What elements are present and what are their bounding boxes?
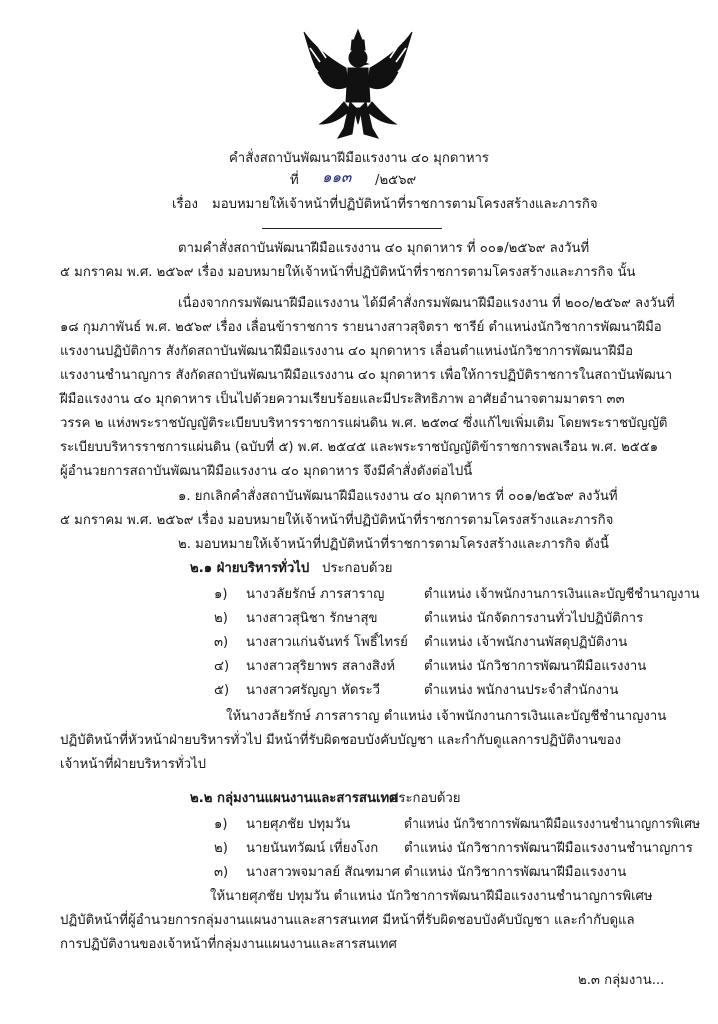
section22-duty-line-2: ปฏิบัติหน้าที่ผู้อำนวยการกลุ่มงานแผนงานและสารสนเทศ มีหน้าที่รับผิดชอบบังคับบัญชา และกำกับดูแล (60, 913, 635, 928)
section21-duty-line-3: เจ้าหน้าที่ฝ่ายบริหารทั่วไป (60, 757, 207, 772)
section21-member-position: ตำแหน่ง เจ้าพนักงานพัสดุปฏิบัติงาน (424, 635, 628, 650)
section21-member-no: ๕) (214, 683, 230, 698)
section21-member-position: ตำแหน่ง นักจัดการงานทั่วไปปฏิบัติการ (424, 611, 644, 626)
header-divider (262, 228, 442, 229)
section22-member-position: ตำแหน่ง นักวิชาการพัฒนาฝีมือแรงงานชำนาญการ (404, 841, 693, 856)
section22-suffix: ประกอบด้วย (390, 791, 461, 806)
reason-line-4: แรงงานชำนาญการ สังกัดสถาบันพัฒนาฝีมือแรงงาน ๔๐ มุกดาหาร เพื่อให้การปฏิบัติราชการในสถาบันพัฒนา (60, 368, 673, 383)
section21-heading: ๒.๑ ฝ่ายบริหารทั่วไป (190, 561, 310, 576)
section21-member-no: ๒) (214, 611, 228, 626)
section21-member-position: ตำแหน่ง เจ้าพนักงานการเงินและบัญชีชำนาญงาน (424, 587, 700, 602)
reason-line-3: แรงงานปฏิบัติการ สังกัดสถาบันพัฒนาฝีมือแรงงาน ๔๐ มุกดาหาร เลื่อนตำแหน่งนักวิชาการพัฒนาฝีมือ (60, 344, 633, 359)
section21-member-no: ๓) (214, 635, 229, 650)
reason-line-6: วรรค ๒ แห่งพระราชบัญญัติระเบียบบริหารราชการแผ่นดิน พ.ศ. ๒๕๓๔ ซึ่งแก้ไขเพิ่มเติม โดยพระราชบัญญัติ (60, 416, 668, 431)
section21-duty-line-2: ปฏิบัติหน้าที่หัวหน้าฝ่ายบริหารทั่วไป มีหน้าที่รับผิดชอบบังคับบัญชา และกำกับดูแลการปฏิบัติงานของ (60, 733, 622, 748)
section21-member-no: ๔) (214, 659, 230, 674)
section22-member-position: ตำแหน่ง นักวิชาการพัฒนาฝีมือแรงงาน (404, 865, 627, 880)
section21-member-name: นางสาวศรัญญา หัดระวี (246, 683, 381, 698)
reason-line-1: เนื่องจากกรมพัฒนาฝีมือแรงงาน ได้มีคำสั่งกรมพัฒนาฝีมือแรงงาน ที่ ๒๐๐/๒๕๖๙ ลงวันที่ (178, 296, 675, 311)
section21-duty-line-1: ให้นางวลัยรักษ์ ภารสาราญ ตำแหน่ง เจ้าพนักงานการเงินและบัญชีชำนาญงาน (226, 709, 667, 724)
item1-line-2: ๕ มกราคม พ.ศ. ๒๕๖๙ เรื่อง มอบหมายให้เจ้าหน้าที่ปฏิบัติหน้าที่ราชการตามโครงสร้างและภารกิจ (60, 513, 614, 528)
subject-text: มอบหมายให้เจ้าหน้าที่ปฏิบัติหน้าที่ราชการตามโครงสร้างและภารกิจ (212, 197, 598, 212)
section22-heading: ๒.๒ กลุ่มงานแผนงานและสารสนเทศ (190, 791, 398, 806)
reason-line-5: ฝีมือแรงงาน ๔๐ มุกดาหาร เป็นไปด้วยความเรียบร้อยและมีประสิทธิภาพ อาศัยอำนาจตามมาตรา ๓๓ (60, 392, 625, 407)
section22-member-name: นายศุภชัย ปทุมวัน (246, 817, 351, 832)
section21-member-name: นางสาวสุนิชา รักษาสุข (246, 611, 378, 626)
reason-line-7: ระเบียบบริหารราชการแผ่นดิน (ฉบับที่ ๕) พ.ศ. ๒๕๔๕ และพระราชบัญญัติข้าราชการพลเรือน พ.ศ. ๒๕๕๑ (60, 440, 659, 455)
section21-member-name: นางสาวแก่นจันทร์ โพธิ์ไทรย์ (246, 635, 408, 650)
section21-member-name: นางสาวสุริยาพร สลางสิงห์ (246, 659, 396, 674)
section21-member-no: ๑) (214, 587, 228, 602)
section21-member-position: ตำแหน่ง พนักงานประจำสำนักงาน (424, 683, 619, 698)
section22-duty-line-1: ให้นายศุภชัย ปทุมวัน ตำแหน่ง นักวิชาการพัฒนาฝีมือแรงงานชำนาญการพิเศษ (210, 889, 653, 904)
subject-label: เรื่อง (172, 197, 198, 212)
order-number-suffix: /๒๕๖๙ (375, 173, 417, 188)
section22-member-no: ๓) (214, 865, 229, 880)
section22-member-name: นางสาวพจมาลย์ สัณฑมาศ (246, 865, 400, 880)
intro-line-1: ตามคำสั่งสถาบันพัฒนาฝีมือแรงงาน ๔๐ มุกดาหาร ที่ ๐๐๑/๒๕๖๙ ลงวันที่ (178, 241, 590, 256)
reason-line-2: ๑๘ กุมภาพันธ์ พ.ศ. ๒๕๖๙ เรื่อง เลื่อนข้าราชการ รายนางสาวสุจิตรา ชารีย์ ตำแหน่งนักวิชาการพัฒนาฝีมือ (60, 320, 662, 335)
continuation-note: ๒.๓ กลุ่มงาน... (578, 973, 665, 988)
garuda-emblem-icon (298, 28, 418, 140)
item2-line: ๒. มอบหมายให้เจ้าหน้าที่ปฏิบัติหน้าที่ราชการตามโครงสร้างและภารกิจ ดังนี้ (178, 537, 609, 552)
order-number-handwritten: ๑๑๓ (322, 168, 352, 186)
section22-duty-line-3: การปฏิบัติงานของเจ้าหน้าที่กลุ่มงานแผนงานและสารสนเทศ (60, 937, 397, 952)
section21-member-position: ตำแหน่ง นักวิชาการพัฒนาฝีมือแรงงาน (424, 659, 647, 674)
intro-line-2: ๕ มกราคม พ.ศ. ๒๕๖๙ เรื่อง มอบหมายให้เจ้าหน้าที่ปฏิบัติหน้าที่ราชการตามโครงสร้างและภารกิจ นั้น (60, 265, 636, 280)
section22-member-no: ๒) (214, 841, 228, 856)
order-title: คำสั่งสถาบันพัฒนาฝีมือแรงงาน ๔๐ มุกดาหาร (228, 151, 490, 166)
section21-suffix: ประกอบด้วย (322, 561, 393, 576)
section21-member-name: นางวลัยรักษ์ ภารสาราญ (246, 587, 385, 602)
item1-line-1: ๑. ยกเลิกคำสั่งสถาบันพัฒนาฝีมือแรงงาน ๔๐ มุกดาหาร ที่ ๐๐๑/๒๕๖๙ ลงวันที่ (178, 489, 618, 504)
section22-member-name: นายนันทวัฒน์ เที่ยงโงก (246, 841, 379, 856)
section22-member-position: ตำแหน่ง นักวิชาการพัฒนาฝีมือแรงงานชำนาญการพิเศษ (404, 817, 701, 832)
section22-member-no: ๑) (214, 817, 228, 832)
order-number-label: ที่ (290, 173, 299, 188)
reason-line-8: ผู้อำนวยการสถาบันพัฒนาฝีมือแรงงาน ๔๐ มุกดาหาร จึงมีคำสั่งดังต่อไปนี้ (60, 464, 473, 479)
